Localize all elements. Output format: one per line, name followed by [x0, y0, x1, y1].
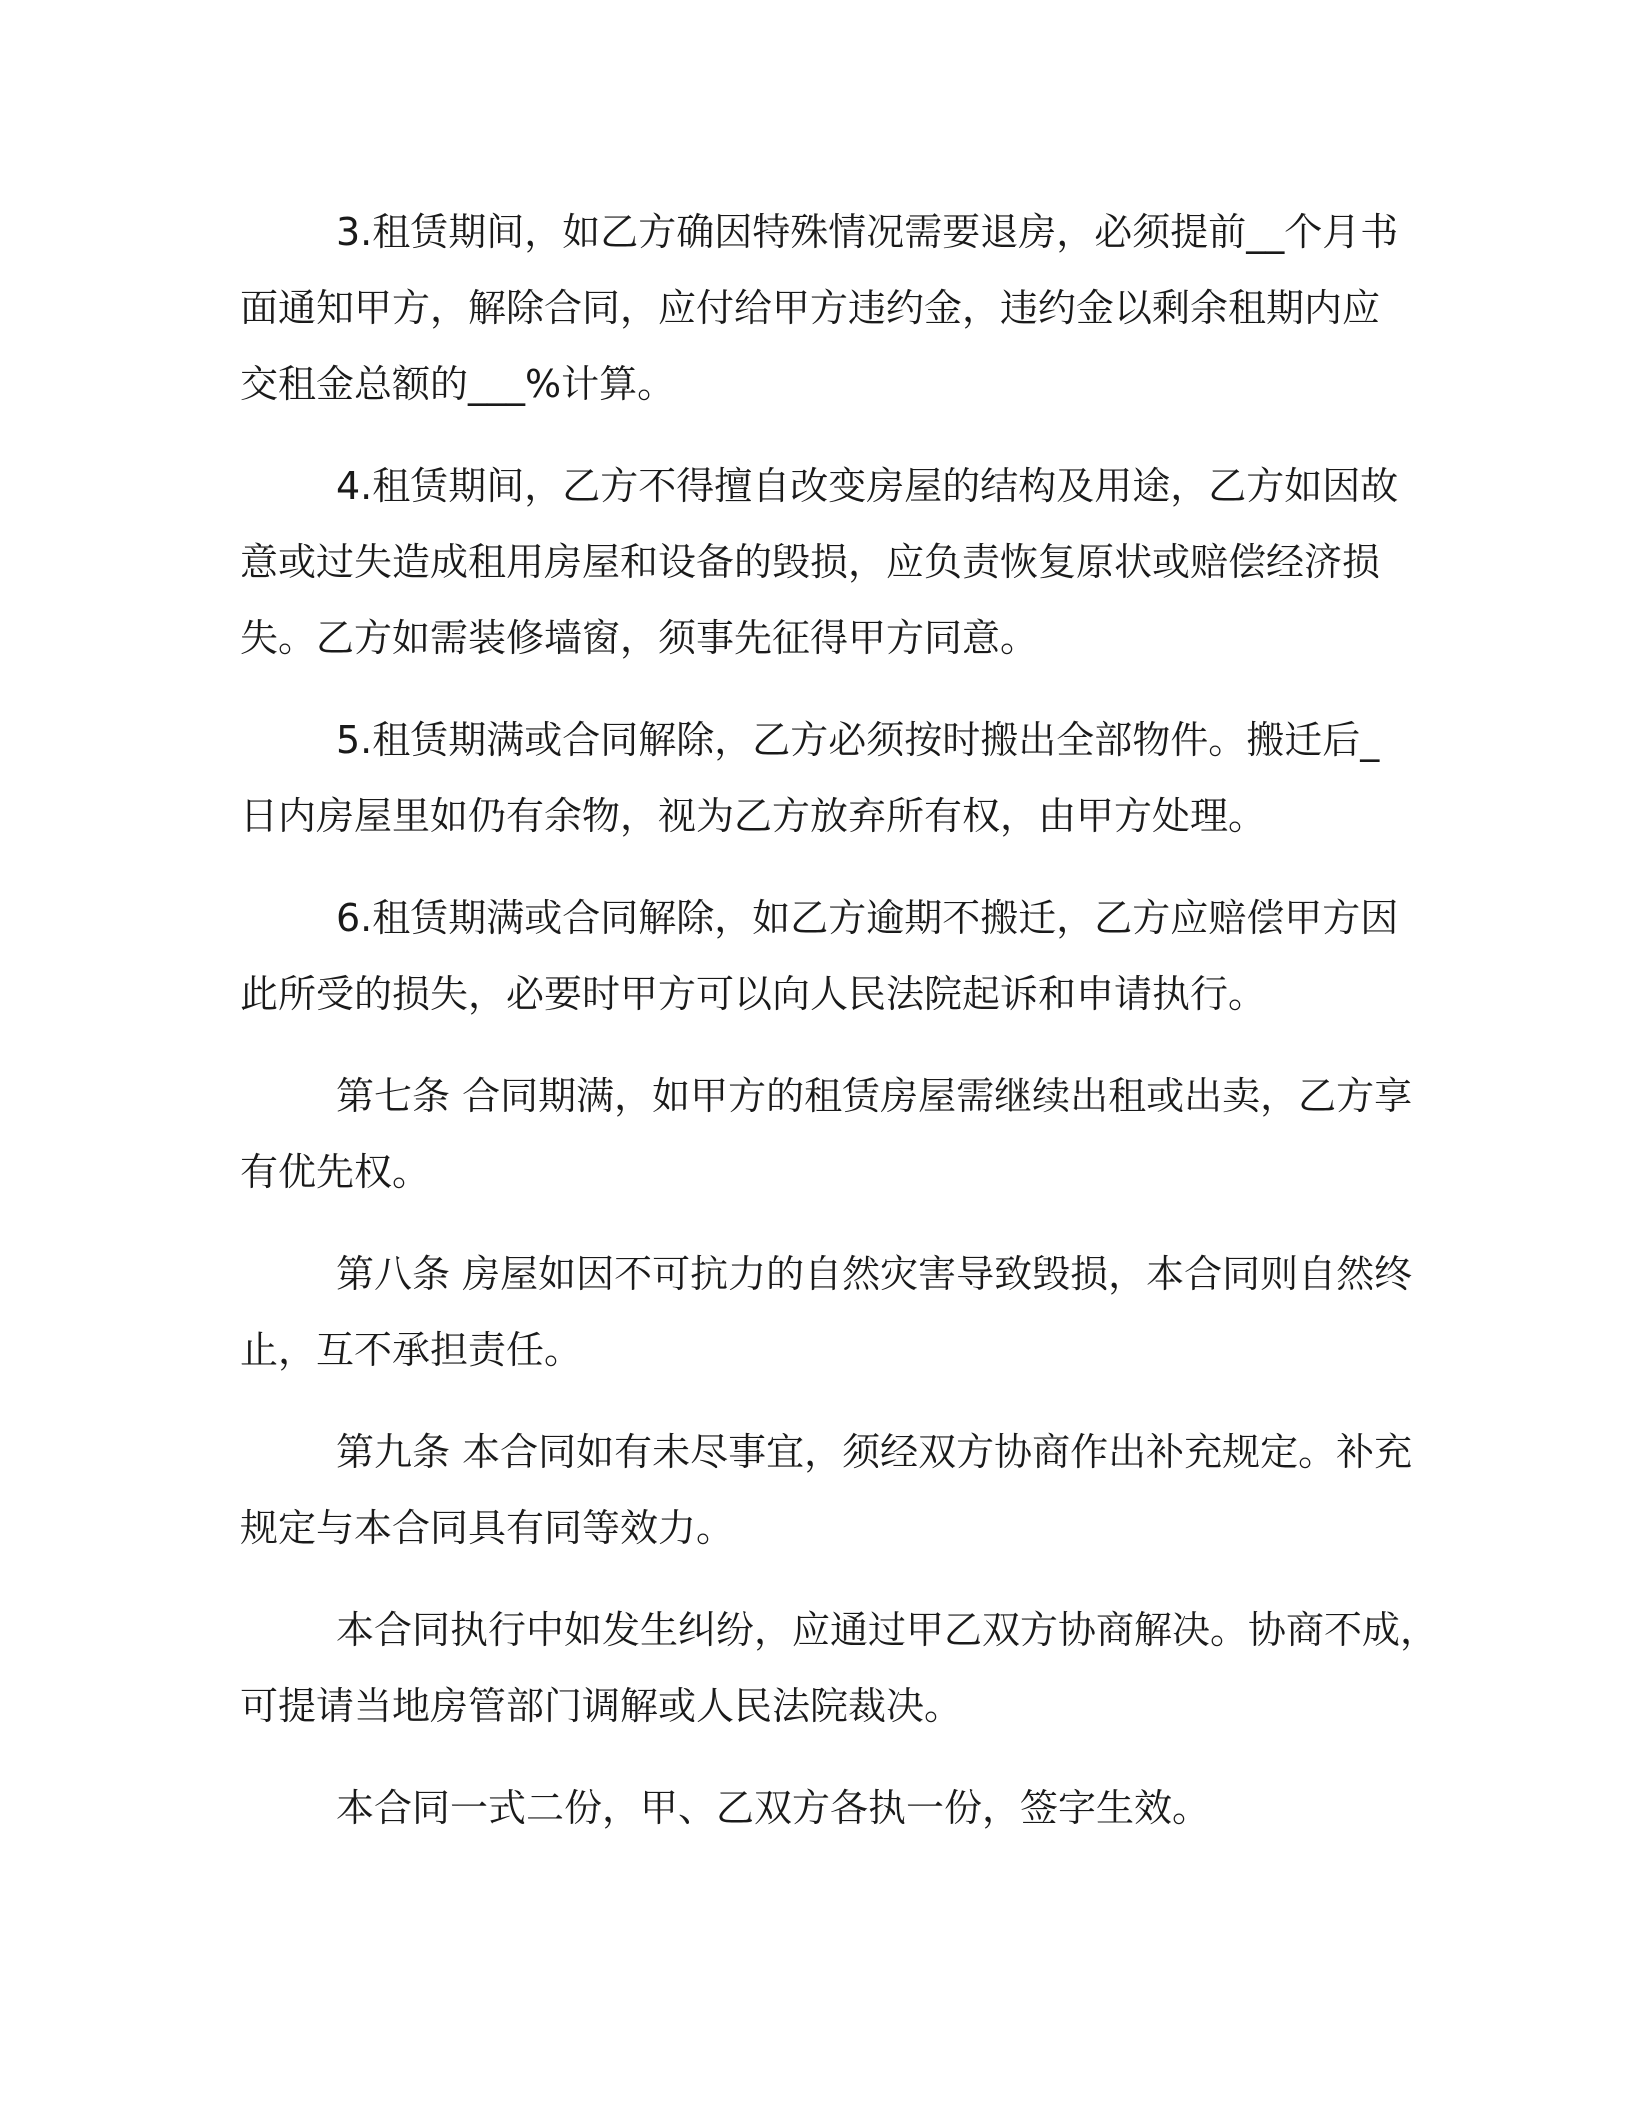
text-line: 规定与本合同具有同等效力。	[240, 1506, 735, 1550]
text-line: 第八条 房屋如因不可抗力的自然灾害导致毁损，本合同则自然终	[336, 1252, 1413, 1296]
paragraph-dispute	[240, 1592, 1439, 1744]
text-line: 交租金总额的___%计算。	[240, 362, 676, 406]
text-line: 4.租赁期间，乙方不得擅自改变房屋的结构及用途，乙方如因故	[336, 464, 1399, 508]
text-line: 6.租赁期满或合同解除，如乙方逾期不搬迁，乙方应赔偿甲方因	[336, 896, 1399, 940]
paragraph-clause-3	[240, 194, 1400, 422]
paragraph-clause-4	[240, 448, 1400, 676]
text-line: 止，互不承担责任。	[240, 1328, 583, 1372]
paragraph-article-7	[240, 1058, 1413, 1210]
paragraph-clause-6	[240, 880, 1400, 1032]
paragraph-article-9	[240, 1414, 1413, 1566]
text-line: 面通知甲方，解除合同，应付给甲方违约金，违约金以剩余租期内应	[240, 286, 1381, 330]
text-line: 意或过失造成租用房屋和设备的毁损，应负责恢复原状或赔偿经济损	[240, 540, 1381, 584]
text-line: 可提请当地房管部门调解或人民法院裁决。	[240, 1684, 963, 1728]
paragraph-article-8	[240, 1236, 1413, 1388]
text-line: 此所受的损失，必要时甲方可以向人民法院起诉和申请执行。	[240, 972, 1267, 1016]
text-line: 有优先权。	[240, 1150, 431, 1194]
contract-body	[240, 194, 1439, 1872]
paragraph-clause-5	[240, 702, 1400, 854]
text-line: 3.租赁期间，如乙方确因特殊情况需要退房，必须提前__个月书	[336, 210, 1399, 254]
text-line: 本合同执行中如发生纠纷，应通过甲乙双方协商解决。协商不成，	[336, 1608, 1439, 1652]
text-line: 失。乙方如需装修墙窗，须事先征得甲方同意。	[240, 616, 1039, 660]
paragraph-copies	[240, 1770, 1400, 1846]
text-line: 日内房屋里如仍有余物，视为乙方放弃所有权，由甲方处理。	[240, 794, 1267, 838]
text-line: 第九条 本合同如有未尽事宜，须经双方协商作出补充规定。补充	[336, 1430, 1413, 1474]
text-line: 本合同一式二份，甲、乙双方各执一份，签字生效。	[336, 1786, 1211, 1830]
text-line: 第七条 合同期满，如甲方的租赁房屋需继续出租或出卖，乙方享	[336, 1074, 1413, 1118]
text-line: 5.租赁期满或合同解除，乙方必须按时搬出全部物件。搬迁后_	[336, 718, 1380, 762]
